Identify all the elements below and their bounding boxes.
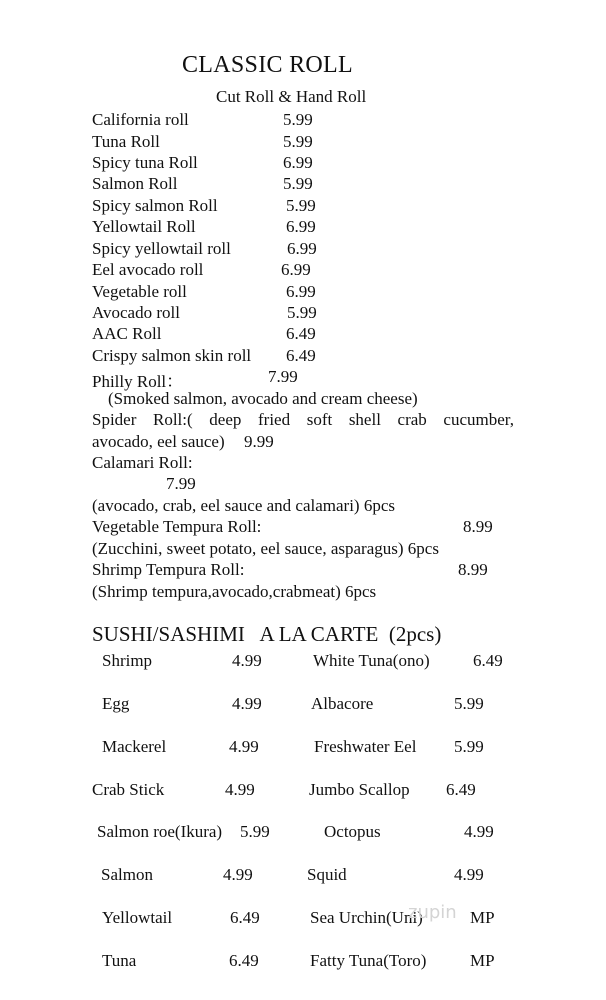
classic-roll-subtitle: Cut Roll & Hand Roll: [216, 87, 367, 106]
sushi-sashimi-title: SUSHI/SASHIMI A LA CARTE (2pcs): [92, 622, 442, 646]
sushi-item-name: Shrimp: [102, 651, 153, 670]
sushi-item-name: Fatty Tuna(Toro): [310, 951, 427, 970]
sushi-item-name: Egg: [102, 694, 130, 713]
menu-item-price: 5.99: [283, 174, 313, 193]
menu-item-name: Spicy tuna Roll: [92, 153, 198, 172]
sushi-item-price: 5.99: [240, 822, 270, 841]
sushi-item-name: Yellowtail: [102, 908, 173, 927]
sushi-item-name: Crab Stick: [92, 780, 165, 799]
sushi-item-price: MP: [470, 908, 495, 927]
menu-item-price: 5.99: [286, 196, 316, 215]
menu-item-name: AAC Roll: [92, 324, 162, 343]
sushi-item-price: 5.99: [454, 737, 484, 756]
spider-roll-price: 9.99: [244, 432, 274, 451]
menu-item-name: California roll: [92, 110, 189, 129]
spider-roll-line2: avocado, eel sauce): [92, 432, 225, 451]
sushi-item-price: 6.49: [229, 951, 259, 970]
sushi-item-name: Jumbo Scallop: [309, 780, 410, 799]
sushi-item-price: 6.49: [230, 908, 260, 927]
menu-item-name: Salmon Roll: [92, 174, 178, 193]
sushi-item-name: Mackerel: [102, 737, 167, 756]
sushi-item-name: Salmon: [101, 865, 153, 884]
menu-item-name: Tuna Roll: [92, 132, 160, 151]
calamari-roll-price: 7.99: [166, 474, 196, 493]
sushi-item-price: 4.99: [229, 737, 259, 756]
sushi-item-price: MP: [470, 951, 495, 970]
sushi-item-price: 4.99: [232, 694, 262, 713]
sushi-item-price: 6.49: [446, 780, 476, 799]
spider-roll-line1: Spider Roll:( deep fried soft shell crab cucumber,: [92, 410, 514, 429]
sushi-item-name: Salmon roe(Ikura): [97, 822, 223, 841]
sushi-item-name: Albacore: [311, 694, 374, 713]
sushi-item-price: 6.49: [473, 651, 503, 670]
veg-tempura-roll-name: Vegetable Tempura Roll:: [92, 517, 262, 536]
menu-item-name: Avocado roll: [92, 303, 180, 322]
menu-item-name: Eel avocado roll: [92, 260, 204, 279]
menu-item-name: Yellowtail Roll: [92, 217, 196, 236]
menu-item-name: Vegetable roll: [92, 282, 187, 301]
menu-item-price: 6.99: [286, 282, 316, 301]
philly-roll-price: 7.99: [268, 367, 298, 386]
sushi-item-name: Octopus: [324, 822, 381, 841]
philly-roll-desc: (Smoked salmon, avocado and cream cheese): [108, 389, 418, 408]
sushi-item-name: Squid: [307, 865, 347, 884]
menu-item-price: 6.49: [286, 324, 316, 343]
sushi-item-name: White Tuna(ono): [313, 651, 430, 670]
veg-tempura-roll-desc: (Zucchini, sweet potato, eel sauce, asparagus) 6pcs: [92, 539, 439, 558]
watermark: zupin: [408, 902, 457, 923]
sushi-item-name: Sea Urchin(Uni): [310, 908, 423, 927]
sushi-item-name: Tuna: [102, 951, 137, 970]
menu-item-price: 5.99: [283, 132, 313, 151]
classic-roll-title: CLASSIC ROLL: [182, 52, 353, 78]
menu-item-name: Spicy salmon Roll: [92, 196, 218, 215]
menu-item-name: Crispy salmon skin roll: [92, 346, 252, 365]
menu-item-price: 6.99: [287, 239, 317, 258]
philly-roll-name: Philly Roll：: [92, 372, 184, 391]
menu-item-price: 5.99: [283, 110, 313, 129]
veg-tempura-roll-price: 8.99: [463, 517, 493, 536]
sushi-item-price: 4.99: [232, 651, 262, 670]
menu-item-price: 6.99: [286, 217, 316, 236]
menu-item-price: 5.99: [287, 303, 317, 322]
shrimp-tempura-roll-name: Shrimp Tempura Roll:: [92, 560, 245, 579]
sushi-item-price: 4.99: [454, 865, 484, 884]
sushi-item-price: 5.99: [454, 694, 484, 713]
sushi-item-name: Freshwater Eel: [314, 737, 417, 756]
menu-item-price: 6.99: [283, 153, 313, 172]
calamari-roll-name: Calamari Roll:: [92, 453, 193, 472]
shrimp-tempura-roll-desc: (Shrimp tempura,avocado,crabmeat) 6pcs: [92, 582, 377, 601]
shrimp-tempura-roll-price: 8.99: [458, 560, 488, 579]
sushi-item-price: 4.99: [464, 822, 494, 841]
sushi-item-price: 4.99: [225, 780, 255, 799]
menu-item-price: 6.49: [286, 346, 316, 365]
menu-item-name: Spicy yellowtail roll: [92, 239, 231, 258]
calamari-roll-desc: (avocado, crab, eel sauce and calamari) 6pcs: [92, 496, 395, 515]
menu-item-price: 6.99: [281, 260, 311, 279]
sushi-item-price: 4.99: [223, 865, 253, 884]
